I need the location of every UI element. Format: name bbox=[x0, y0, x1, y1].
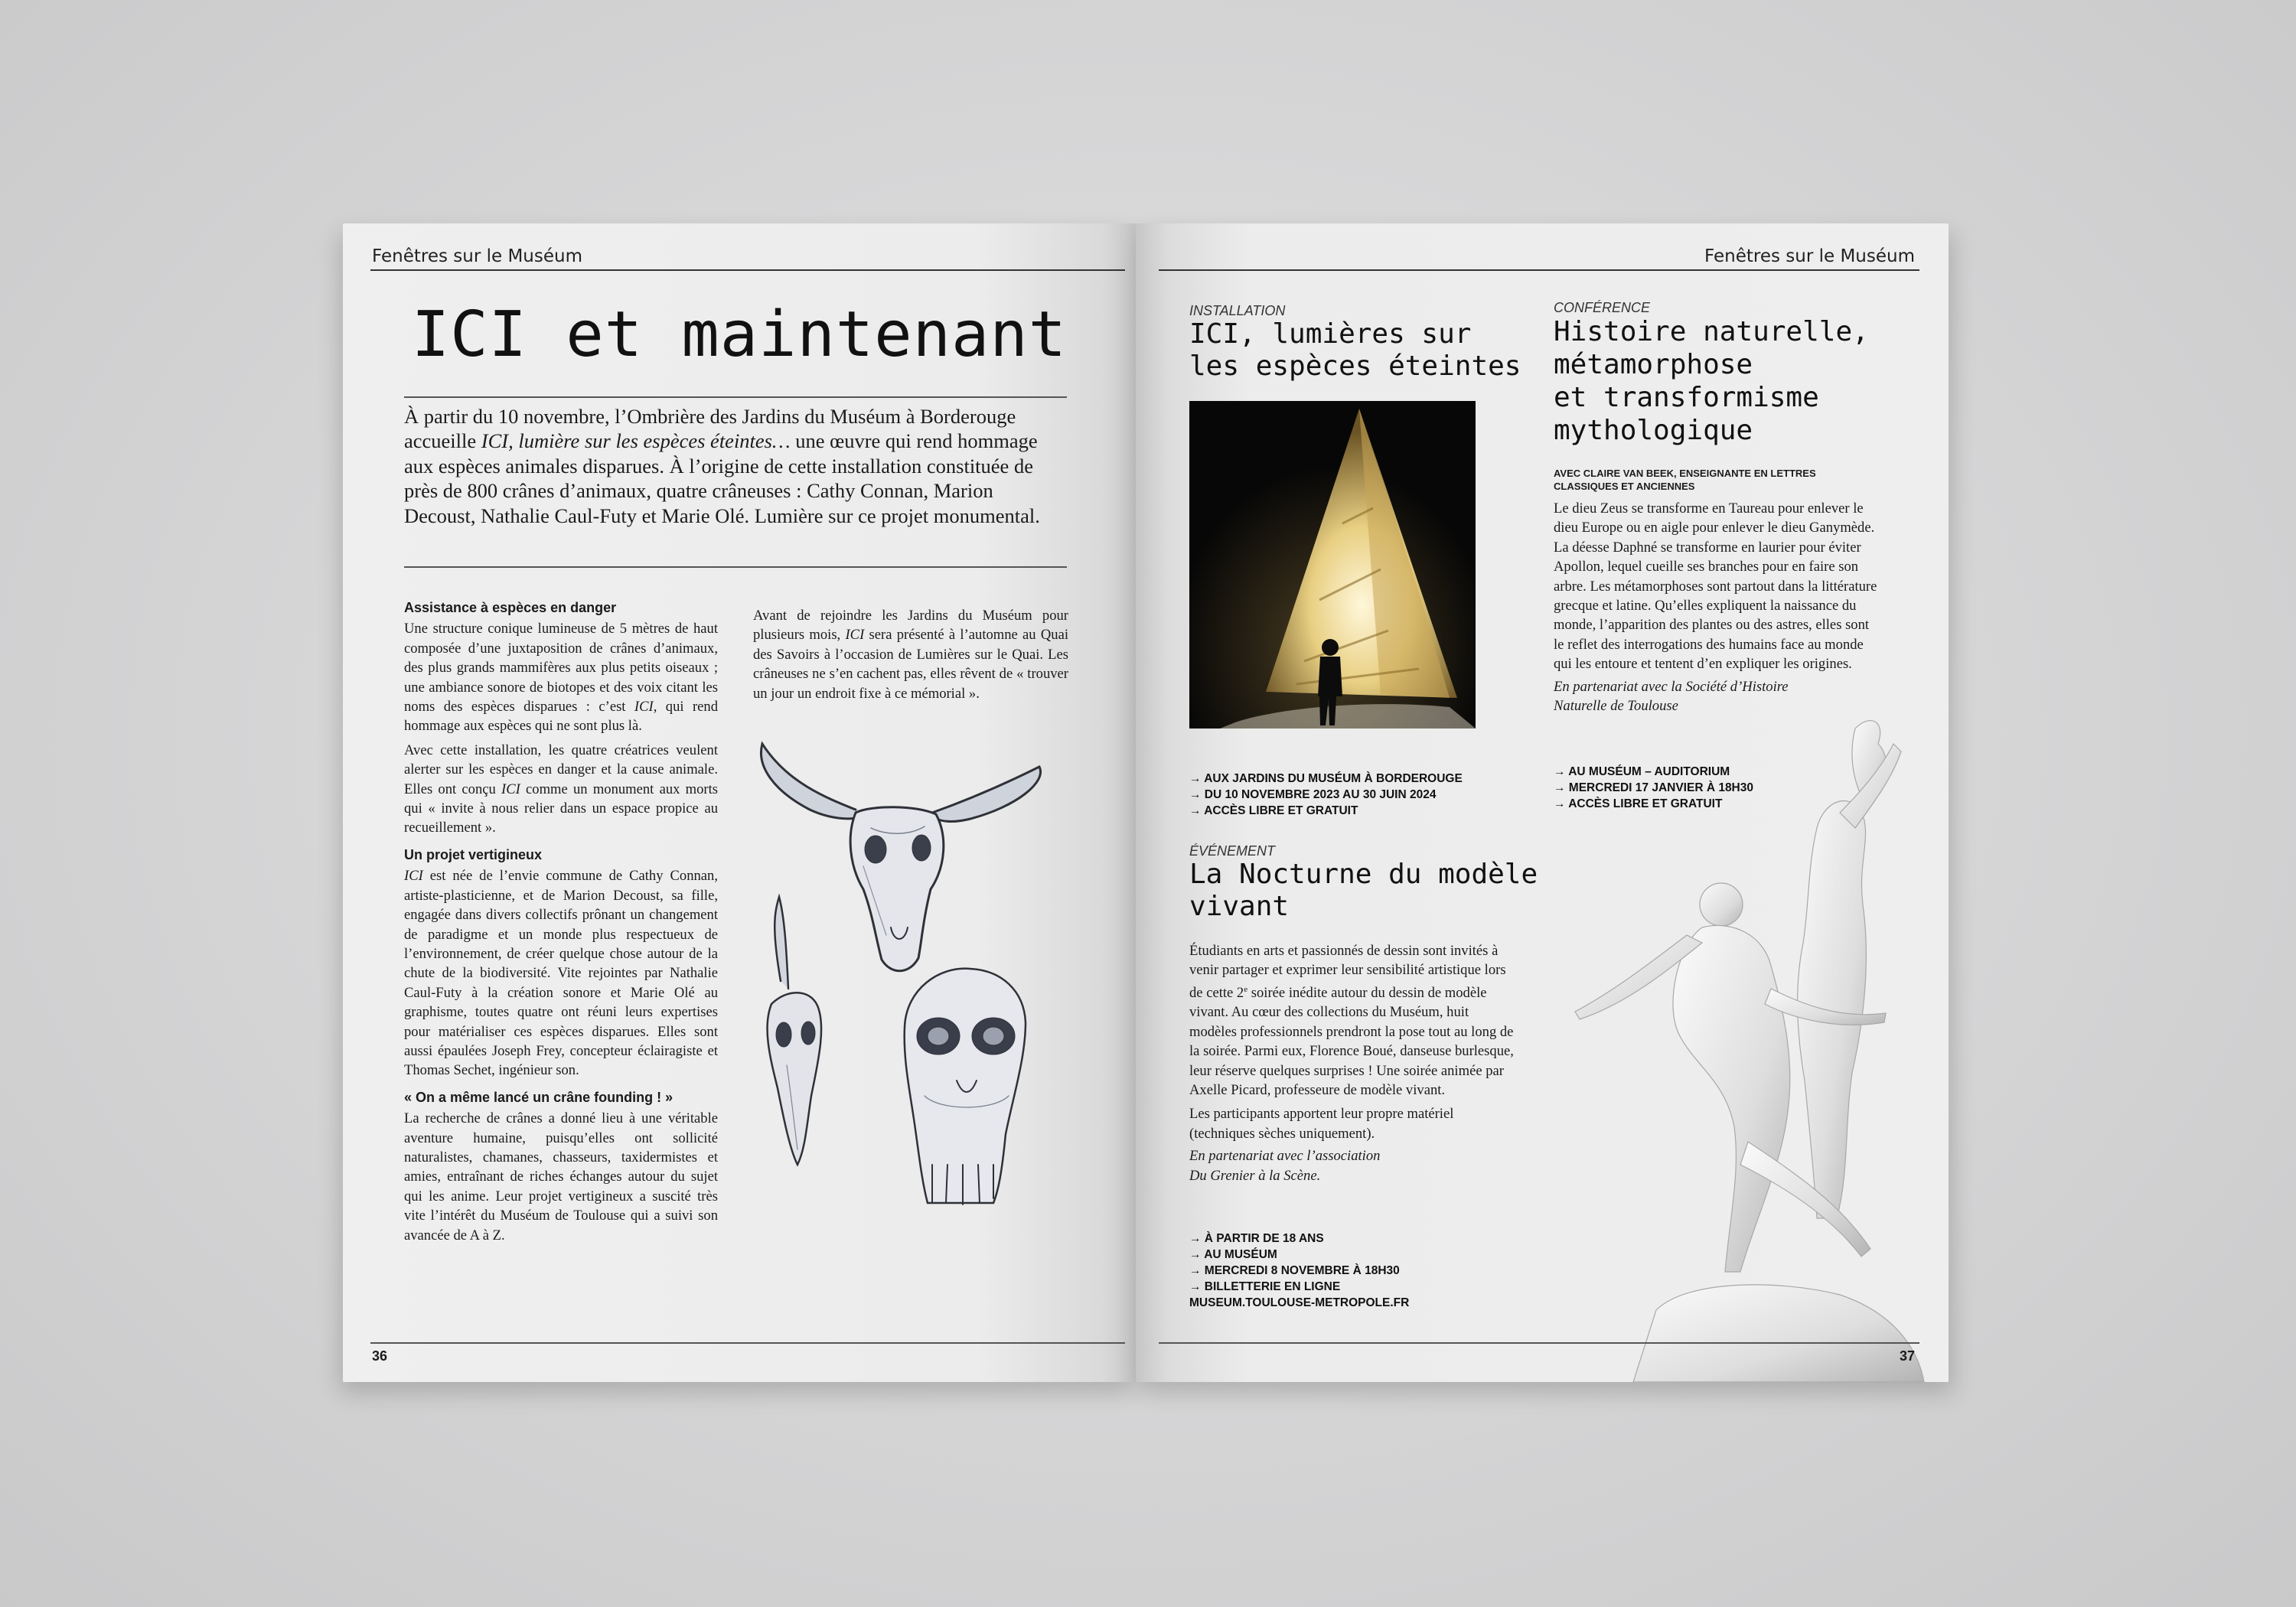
conference-text bbox=[1554, 499, 1883, 715]
conference-info: → AU MUSÉUM – AUDITORIUM → MERCREDI 17 JANVIER À 18H30 → ACCÈS LIBRE ET GRATUIT bbox=[1554, 765, 1753, 810]
paragraph-4: La recherche de crânes a donné lieu à une véritable aventure humaine, puisqu’elles ont sollicité naturalistes, chamanes, chasseurs, taxidermistes et amies, entraînant de riches échanges autour du sujet qui les anime. Leur projet vertigineux a suscité très vite l’intérêt du Muséum de Toulouse qui a suivi son avancée de A à Z. bbox=[404, 1110, 718, 1244]
left-column bbox=[404, 598, 718, 1245]
subheading-1: Assistance à espèces en danger bbox=[404, 600, 617, 615]
section-header: Fenêtres sur le Muséum bbox=[1704, 246, 1915, 266]
page-number: 37 bbox=[1899, 1348, 1915, 1364]
conference-kicker: CONFÉRENCE bbox=[1554, 300, 1651, 315]
event-partner: En partenariat avec l’association Du Grenier à la Scène. bbox=[1189, 1148, 1381, 1184]
footer-rule bbox=[1159, 1342, 1919, 1344]
conference-partner: En partenariat avec la Société d’Histoire Naturelle de Toulouse bbox=[1554, 678, 1789, 715]
subheading-2: Un projet vertigineux bbox=[404, 846, 543, 862]
page-number: 36 bbox=[372, 1348, 388, 1364]
primate-skull-sketch bbox=[905, 969, 1026, 1204]
intro-rule bbox=[404, 566, 1067, 568]
intro-paragraph: À partir du 10 novembre, l’Ombrière des Jardins du Muséum à Borderouge accueille ICI, lumière sur les espèces éteintes… une œuvre qui rend hommage aux espèces animales disparues. À l’origine de cette installation constituée de près de 800 crânes d’animaux, quatre crâneuses : Cathy Connan, Marion Decoust, Nathalie Caul-Futy et Marie Olé. Lumière sur ce projet monumental. bbox=[404, 405, 1040, 527]
antelope-skull-sketch bbox=[768, 897, 822, 1165]
installation-info: → AUX JARDINS DU MUSÉUM À BORDEROUGE → DU 10 NOVEMBRE 2023 AU 30 JUIN 2024 → ACCÈS LIBRE ET GRATUIT bbox=[1189, 772, 1463, 817]
paragraph-1: Une structure conique lumineuse de 5 mètres de haut composée d’une juxtaposition de crânes d’animaux, des plus grands mammifères aux plus petits oiseaux ; une ambiance sonore de biotopes et des voix citant les noms des espèces disparues : c’est ICI, qui rend hommage aux espèces qui ne sont plus là. bbox=[404, 621, 718, 735]
conference-paragraph: Le dieu Zeus se transforme en Taureau pour enlever le dieu Europe ou en aigle pour enlever le dieu Ganymède. La déesse Daphné se transforme en laurier pour éviter Apollon, lequel cueille ses branches pour en faire son arbre. Les métamorphoses sont partout dans la littérature grecque et latine. Qu’elles expliquent la naissance du monde, l’apparition des plantes ou des astres, elles sont le reflet des interrogations des humains face au monde qui les entoure et tentent d’en expliquer les origines. bbox=[1554, 500, 1877, 673]
paragraph-3: ICI est née de l’envie commune de Cathy Connan, artiste-plasticienne, et de Marion Decoust, sa fille, engagée dans divers collectifs prônant un changement de paradigme et un monde plus respectueux de l’environnement, de créer quelque chose autour de la chute de la biodiversité. Vite rejointes par Nathalie Caul-Futy à la création sonore et Marie Olé au graphisme, toutes quatre ont réuni leurs expertises pour matérialiser ces espèces disparues. Elles sont aussi épaulées Joseph Frey, concepteur éclairagiste et Thomas Sechet, ingénieur son. bbox=[404, 868, 718, 1079]
apollo-head bbox=[1700, 883, 1743, 926]
installation-title: ICI, lumières sur les espèces éteintes bbox=[1189, 318, 1521, 382]
subheading-3: « On a même lancé un crâne founding ! » bbox=[404, 1089, 673, 1105]
event-kicker: ÉVÉNEMENT bbox=[1189, 843, 1276, 859]
section-header: Fenêtres sur le Muséum bbox=[372, 246, 582, 266]
title-rule bbox=[404, 396, 1067, 398]
left-page bbox=[343, 223, 1136, 1382]
conference-title: Histoire naturelle, métamorphose et transformisme mythologique bbox=[1554, 316, 1869, 446]
skull-sketches bbox=[741, 736, 1078, 1310]
installation-kicker: INSTALLATION bbox=[1189, 303, 1286, 318]
right-column bbox=[753, 606, 1068, 703]
conference-speaker: AVEC CLAIRE VAN BEEK, ENSEIGNANTE EN LETTRES CLASSIQUES ET ANCIENNES bbox=[1554, 468, 1816, 492]
header-rule bbox=[1159, 269, 1919, 271]
event-text bbox=[1189, 941, 1518, 1185]
paragraph-5: Avant de rejoindre les Jardins du Muséum pour plusieurs mois, ICI sera présenté à l’automne au Quai des Savoirs à l’occasion de Lumières sur le Quai. Les crâneuses ne s’en cachent pas, elles rêvent de « trouver un jour un endroit fixe à ce mémorial ». bbox=[753, 608, 1068, 702]
right-page bbox=[1136, 223, 1949, 1382]
statue-image bbox=[1564, 713, 1947, 1382]
cow-skull-sketch bbox=[761, 744, 1040, 971]
statue-base bbox=[1633, 1285, 1924, 1382]
event-paragraph-2: Les participants apportent leur propre matériel (techniques sèches uniquement). bbox=[1189, 1106, 1454, 1142]
header-rule bbox=[370, 269, 1125, 271]
paragraph-2: Avec cette installation, les quatre créatrices veulent alerter sur les espèces en danger et la cause animale. Elles ont conçu ICI comme un monument aux morts qui « invite à nous relier dans un espace propice au recueillement ». bbox=[404, 742, 718, 836]
page-title: ICI et maintenant bbox=[411, 298, 1068, 371]
apollo-figure bbox=[1673, 925, 1790, 1272]
event-info: → À PARTIR DE 18 ANS → AU MUSÉUM → MERCREDI 8 NOVEMBRE À 18H30 → BILLETTERIE EN LIGNE MUSEUM.TOULOUSE-METROPOLE.FR bbox=[1189, 1232, 1410, 1309]
event-paragraph-1: Étudiants en arts et passionnés de dessin sont invités à venir partager et exprimer leur sensibilité artistique lors de cette 2e soirée inédite autour du dessin de modèle vivant. Au cœur des collections du Muséum, huit modèles professionnels prendront la pose tout au long de la soirée. Parmi eux, Florence Boué, danseuse burlesque, leur réserve quelques surprises ! Une soirée animée par Axelle Picard, professeure de modèle vivant. bbox=[1189, 943, 1514, 1099]
installation-photo bbox=[1189, 401, 1476, 729]
footer-rule bbox=[370, 1342, 1125, 1344]
event-title: La Nocturne du modèle vivant bbox=[1189, 859, 1538, 922]
